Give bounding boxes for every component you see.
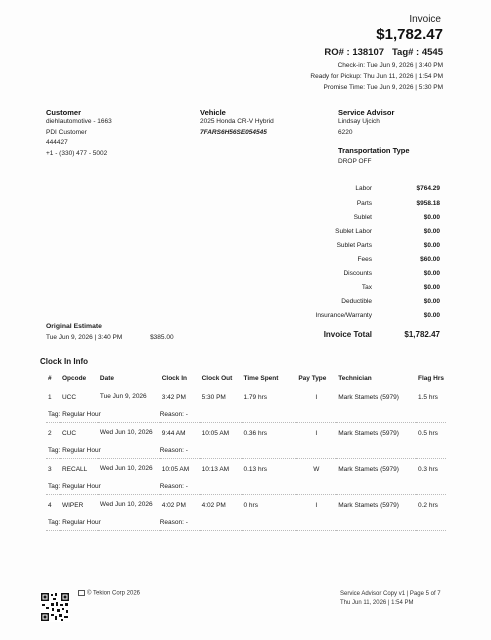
cell-clock-out: 10:05 AM (201, 429, 230, 437)
cell-date: Tue Jun 9, 2026 (99, 393, 147, 400)
cell-pay-type: W (313, 465, 320, 473)
table-row (46, 494, 446, 516)
col-header-technician: Technician (338, 374, 372, 382)
col-header-num: # (48, 374, 52, 382)
summary-label: Sublet Labor (335, 228, 372, 235)
summary-value: $0.00 (423, 312, 440, 319)
table-tag-row (46, 480, 446, 494)
col-header-date: Date (99, 374, 115, 382)
cell-clock-in: 4:02 PM (161, 501, 186, 509)
cell-opcode: WIPER (61, 501, 84, 509)
summary-value: $958.18 (416, 200, 440, 207)
summary-row (300, 270, 440, 285)
table-tag-row (46, 408, 446, 422)
cell-date: Wed Jun 10, 2026 (99, 465, 153, 473)
cell-technician: Mark Stamets (5979) (338, 393, 399, 401)
clock-in-header-row (46, 372, 446, 386)
summary-value: $0.00 (423, 228, 440, 235)
transportation-value: DROP OFF (338, 158, 372, 165)
cell-num: 3 (48, 465, 52, 473)
cell-time-spent: 1.79 hrs (243, 393, 267, 401)
vehicle-heading: Vehicle (200, 108, 226, 117)
ro-tag-line: RO# : 138107 Tag# : 4545 (324, 47, 443, 58)
summary-row (300, 256, 440, 271)
customer-phone: +1 - (330) 477 - 5002 (46, 149, 108, 157)
cell-flag-hrs: 1.5 hrs (418, 393, 438, 401)
table-row (46, 422, 446, 444)
original-estimate-date: Tue Jun 9, 2026 | 3:40 PM (46, 333, 123, 341)
invoice-label: Invoice (409, 14, 441, 25)
cell-time-spent: 0.13 hrs (243, 465, 267, 473)
summary-value: $60.00 (420, 256, 440, 263)
cell-clock-out: 10:13 AM (201, 465, 230, 473)
cell-time-spent: 0.36 hrs (243, 429, 267, 437)
col-header-pay-type: Pay Type (298, 374, 327, 382)
cell-flag-hrs: 0.5 hrs (418, 429, 438, 437)
summary-label: Tax (361, 284, 372, 291)
summary-row (300, 284, 440, 299)
summary-label: Fees (357, 256, 372, 263)
cell-flag-hrs: 0.2 hrs (418, 501, 438, 509)
cell-reason: Reason: - (160, 516, 446, 530)
summary-label: Deductible (341, 298, 372, 305)
summary-value: $0.00 (423, 298, 440, 305)
footer-copyright: © Tekion Corp 2026 (87, 590, 141, 597)
cell-date: Wed Jun 10, 2026 (99, 501, 153, 509)
customer-id: 444427 (46, 139, 68, 146)
summary-row (300, 214, 440, 229)
customer-block (46, 108, 112, 159)
table-row (46, 386, 446, 408)
invoice-times (310, 61, 443, 93)
invoice-total-value: $1,782.47 (404, 330, 440, 339)
printer-icon (78, 590, 85, 596)
cell-clock-out: 4:02 PM (201, 501, 226, 509)
table-row (46, 458, 446, 480)
cell-clock-in: 10:05 AM (161, 465, 190, 473)
cell-flag-hrs: 0.3 hrs (418, 465, 438, 473)
cell-clock-out: 5:30 PM (201, 393, 226, 401)
footer-info-block (340, 590, 441, 608)
cell-tag: Tag: Regular Hour (46, 516, 160, 530)
summary-label: Sublet (353, 214, 372, 221)
cell-date: Wed Jun 10, 2026 (99, 429, 153, 437)
cell-reason: Reason: - (160, 480, 446, 494)
footer-copyright-block (78, 590, 140, 597)
clock-in-table (46, 372, 446, 531)
customer-account: diehlautomotive - 1663 (46, 118, 112, 125)
cell-opcode: UCC (61, 393, 77, 401)
customer-heading: Customer (46, 108, 82, 117)
summary-label: Parts (356, 200, 372, 207)
footer-copy-info: Service Advisor Copy v1 | Page 5 of 7 (340, 591, 441, 597)
cell-tag: Tag: Regular Hour (46, 408, 160, 422)
invoice-total-header: $1,782.47 (376, 26, 443, 43)
summary-row (300, 298, 440, 313)
qr-code-icon (40, 592, 70, 622)
col-header-opcode: Opcode (61, 374, 87, 382)
summary-value: $0.00 (423, 242, 440, 249)
advisor-heading: Service Advisor (338, 108, 395, 117)
summary-row (300, 242, 440, 257)
cell-opcode: RECALL (61, 465, 88, 473)
original-estimate-amount: $385.00 (150, 333, 174, 341)
original-estimate-line (46, 333, 174, 344)
footer-printed-time: Thu Jun 11, 2026 | 1:54 PM (340, 600, 414, 606)
cell-tag: Tag: Regular Hour (46, 444, 160, 458)
summary-row (300, 185, 440, 200)
col-header-clock-in: Clock In (161, 374, 187, 382)
summary-value: $0.00 (423, 270, 440, 277)
cell-reason: Reason: - (160, 444, 446, 458)
summary-value: $0.00 (423, 214, 440, 221)
original-estimate-block (46, 322, 174, 343)
col-header-clock-out: Clock Out (201, 374, 233, 382)
cell-reason: Reason: - (160, 408, 446, 422)
cell-clock-in: 3:42 PM (161, 393, 186, 401)
summary-label: Labor (355, 185, 372, 192)
cell-clock-in: 9:44 AM (161, 429, 186, 437)
cell-time-spent: 0 hrs (243, 501, 258, 509)
promise-time: Promise Time: Tue Jun 9, 2026 | 5:30 PM (323, 83, 443, 91)
transportation-heading: Transportation Type (338, 146, 410, 155)
summary-label: Discounts (343, 270, 372, 277)
advisor-block (338, 108, 394, 138)
ready-for-pickup-time: Ready for Pickup: Thu Jun 11, 2026 | 1:54 PM (310, 72, 443, 80)
advisor-number: 6220 (338, 128, 353, 136)
advisor-name: Lindsay Ujcich (338, 118, 380, 125)
summary-row (300, 228, 440, 243)
cell-tag: Tag: Regular Hour (46, 480, 160, 494)
summary-label: Sublet Parts (336, 242, 372, 249)
table-tag-row (46, 516, 446, 530)
summary-label: Insurance/Warranty (315, 312, 372, 319)
cell-opcode: CUC (61, 429, 77, 437)
vehicle-model: 2025 Honda CR-V Hybrid (200, 118, 274, 125)
cell-technician: Mark Stamets (5979) (338, 465, 399, 473)
summary-row (300, 312, 440, 327)
cell-technician: Mark Stamets (5979) (338, 429, 399, 437)
summary-value: $764.29 (416, 185, 440, 192)
summary-row (300, 200, 440, 215)
cell-technician: Mark Stamets (5979) (338, 501, 399, 509)
customer-type: PDI Customer (46, 128, 87, 136)
invoice-total-label: Invoice Total (323, 330, 372, 339)
cell-pay-type: I (315, 501, 318, 509)
cell-pay-type: I (315, 393, 318, 401)
cell-num: 4 (48, 501, 52, 509)
col-header-flag-hrs: Flag Hrs (418, 374, 445, 382)
summary-value: $0.00 (423, 284, 440, 291)
original-estimate-heading: Original Estimate (46, 323, 102, 330)
vehicle-vin: 7FARS6H56SE054545 (200, 128, 267, 136)
col-header-time-spent: Time Spent (243, 374, 279, 382)
cell-num: 1 (48, 393, 52, 401)
cell-num: 2 (48, 429, 52, 437)
transportation-block (338, 146, 410, 168)
check-in-time: Check-in: Tue Jun 9, 2026 | 3:40 PM (337, 62, 443, 69)
cell-pay-type: I (315, 429, 318, 437)
table-tag-row (46, 444, 446, 458)
clock-in-title: Clock In Info (40, 357, 88, 366)
vehicle-block (200, 108, 274, 138)
